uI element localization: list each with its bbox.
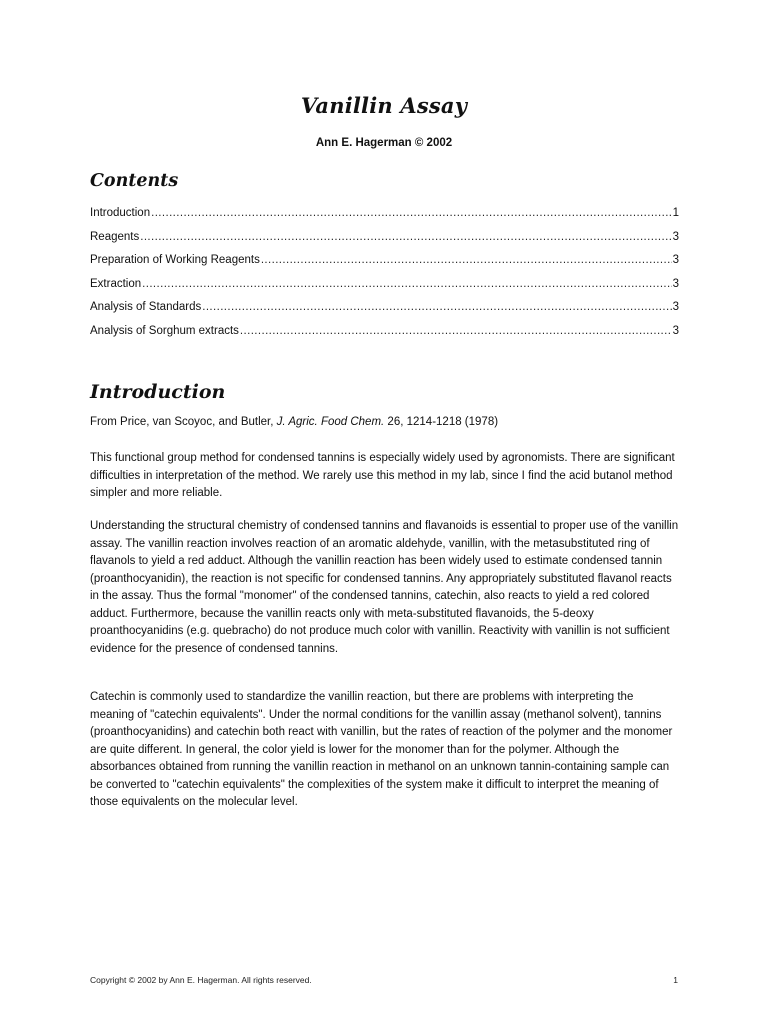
toc-leader-dots xyxy=(151,205,671,221)
paragraph: Understanding the structural chemistry of condensed tannins and flavanoids is essential to proper use of the vanillin assay. The vanillin reaction involves reaction of an aromatic aldehyde, vanillin, with the metasubstituted ring of flavanols to yield a red adduct. Although the vanillin reaction has been widely used to estimate condensed tannin (proanthocyanidin), the reaction is not specific for condensed tannins. Any appropriately substituted flavanol reacts in the assay. Thus the formal "monomer" of the condensed tannins, catechin, also reacts to yield a red colored adduct. Furthermore, because the vanillin reacts only with meta-substituted flavanoids, the 5-deoxy proanthocyanidins (e.g. quebracho) do not produce much color with vanillin. Reactivity with vanillin is not sufficient evidence for the presence of condensed tannins. xyxy=(90,520,679,655)
footer-copyright: Copyright © 2002 by Ann E. Hagerman. All rights reserved. xyxy=(90,975,312,985)
toc-entry-page: 1 xyxy=(672,207,679,219)
toc-leader-dots xyxy=(202,299,671,315)
toc-entry-page: 3 xyxy=(672,301,679,314)
toc-entry-page: 3 xyxy=(672,324,679,337)
document-title: Vanillin Assay xyxy=(300,93,468,118)
toc-entry-label: Introduction xyxy=(90,207,151,219)
toc-entry-page: 3 xyxy=(672,230,679,243)
toc-entry-analysis-sorghum[interactable] xyxy=(90,323,679,347)
citation-prefix: From Price, van Scoyoc, and Butler, xyxy=(90,416,277,428)
citation xyxy=(90,414,680,432)
toc-entry-label: Reagents xyxy=(90,230,140,243)
toc-entry-analysis-standards[interactable] xyxy=(90,299,679,323)
toc-entry-page: 3 xyxy=(672,277,679,290)
toc-entry-label: Preparation of Working Reagents xyxy=(90,254,260,267)
toc-entry-extraction[interactable] xyxy=(90,276,679,300)
toc-leader-dots xyxy=(261,252,672,268)
toc-entry-label: Extraction xyxy=(90,277,142,290)
toc-leader-dots xyxy=(140,229,671,245)
paragraph: This functional group method for condensed tannins is especially widely used by agronomists. There are significant difficulties in interpretation of the method. We rarely use this method in my lab, since I find the acid butanol method simpler and more reliable. xyxy=(90,452,675,499)
toc-entry-label: Analysis of Standards xyxy=(90,301,202,314)
table-of-contents xyxy=(90,205,679,347)
toc-leader-dots xyxy=(240,323,672,339)
contents-heading: Contents xyxy=(90,171,179,191)
footer-page-number: 1 xyxy=(673,975,678,985)
toc-entry-preparation[interactable] xyxy=(90,252,679,276)
citation-suffix: 26, 1214-1218 (1978) xyxy=(384,416,499,428)
introduction-heading: Introduction xyxy=(90,381,226,403)
toc-entry-label: Analysis of Sorghum extracts xyxy=(90,324,239,337)
toc-entry-reagents[interactable] xyxy=(90,229,679,253)
paragraph: Catechin is commonly used to standardize the vanillin reaction, but there are problems with interpreting the meaning of "catechin equivalents". Under the normal conditions for the vanillin assay (methanol solvent), tannins (proanthocyanidins) and catechin both react with vanillin, but the rates of reaction of the polymer and the monomer are quite different. In general, the color yield is lower for the monomer than for the polymer. Although the absorbances obtained from running the vanillin reaction in methanol on an unknown tannin-containing sample can be converted to "catechin equivalents" the complexities of the system make it difficult to interpret the meaning of those equivalents on the molecular level. xyxy=(90,691,673,808)
toc-leader-dots xyxy=(142,276,671,292)
toc-entry-page: 3 xyxy=(672,254,679,267)
toc-entry-introduction[interactable] xyxy=(90,205,679,229)
citation-journal: J. Agric. Food Chem. xyxy=(276,416,385,428)
document-author: Ann E. Hagerman © 2002 xyxy=(315,137,453,149)
